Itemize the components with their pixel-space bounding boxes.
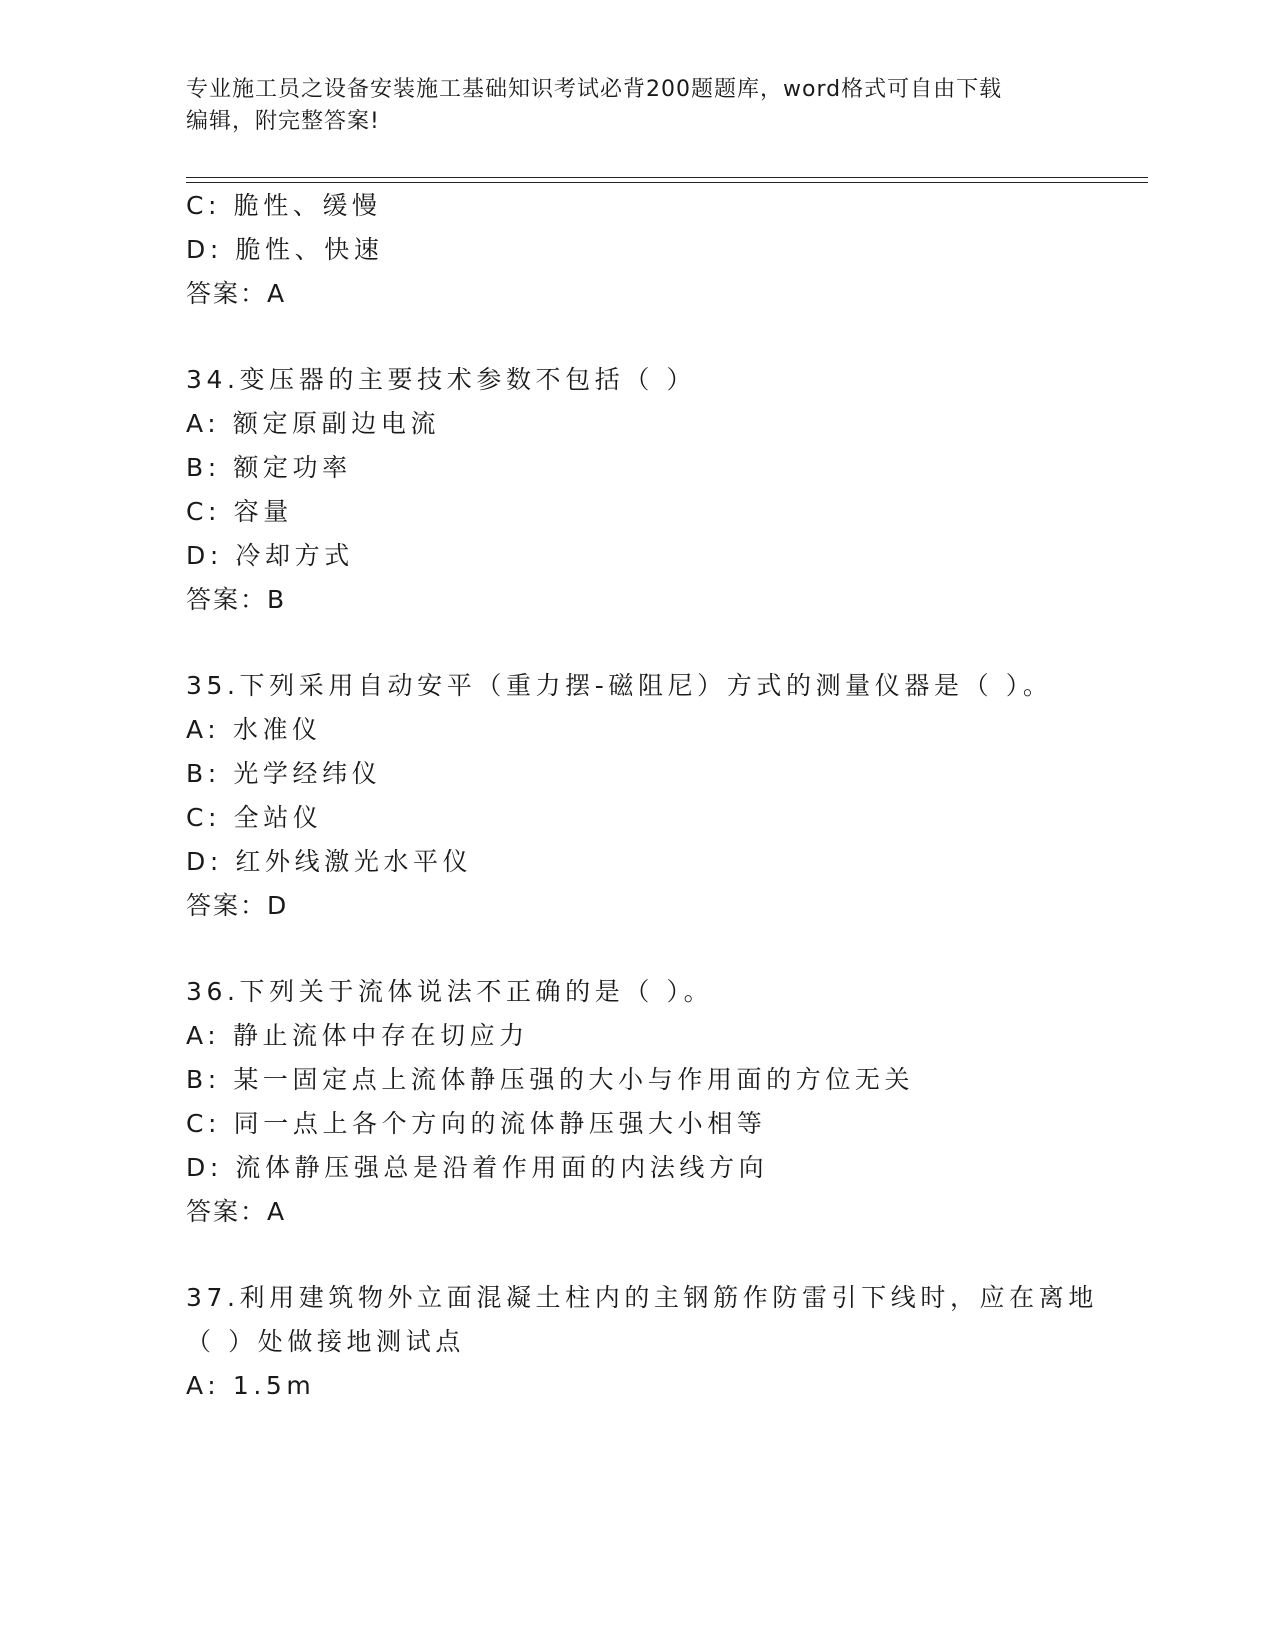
option-text: 额定功率 [233, 453, 352, 482]
option-label: C: [186, 1109, 222, 1138]
option-a [186, 714, 322, 746]
option-label: B: [186, 1065, 221, 1094]
option-c [186, 190, 382, 222]
option-text: 某一固定点上流体静压强的大小与作用面的方位无关 [233, 1065, 915, 1094]
option-label: D: [186, 847, 223, 876]
option-label: C: [186, 803, 222, 832]
document-header [186, 74, 1086, 138]
answer-line: 答案：B [186, 585, 287, 614]
option-text: 流体静压强总是沿着作用面的内法线方向 [235, 1153, 769, 1182]
question-stem: 34.变压器的主要技术参数不包括（ ） [186, 365, 697, 394]
option-label: A: [186, 715, 221, 744]
answer-line: 答案：A [186, 279, 287, 308]
option-label: C: [186, 497, 222, 526]
option-a [186, 1370, 315, 1402]
option-text: 额定原副边电流 [232, 409, 441, 438]
header-line-1: 专业施工员之设备安装施工基础知识考试必背200题题库，word格式可自由下载 [186, 77, 1003, 102]
option-text: 容量 [233, 497, 293, 526]
answer-line: 答案：A [186, 1197, 287, 1226]
option-label: C: [186, 191, 222, 220]
header-divider-top [186, 177, 1148, 178]
option-text: 水准仪 [232, 715, 322, 744]
option-label: A: [186, 409, 221, 438]
question-stem: 36.下列关于流体说法不正确的是（ ）。 [186, 977, 714, 1006]
option-a [186, 1020, 529, 1052]
option-text: 脆性、缓慢 [233, 191, 382, 220]
option-b [186, 452, 352, 484]
option-text: 1.5m [232, 1371, 316, 1400]
option-text: 冷却方式 [235, 541, 354, 570]
header-line-2: 编辑，附完整答案! [186, 109, 380, 134]
option-b [186, 1064, 914, 1096]
option-text: 脆性、快速 [235, 235, 384, 264]
question-stem: 35.下列采用自动安平（重力摆-磁阻尼）方式的测量仪器是（ ）。 [186, 671, 1053, 700]
option-text: 红外线激光水平仪 [235, 847, 473, 876]
option-label: D: [186, 235, 223, 264]
option-d [186, 846, 472, 878]
option-label: D: [186, 541, 223, 570]
answer-line: 答案：D [186, 891, 289, 920]
option-text: 同一点上各个方向的流体静压强大小相等 [233, 1109, 767, 1138]
option-c [186, 496, 293, 528]
option-label: A: [186, 1371, 221, 1400]
option-d [186, 234, 383, 266]
option-c [186, 802, 322, 834]
question-stem: 37.利用建筑物外立面混凝土柱内的主钢筋作防雷引下线时，应在离地 [186, 1283, 1098, 1312]
option-text: 光学经纬仪 [233, 759, 382, 788]
option-d [186, 540, 354, 572]
option-d [186, 1152, 768, 1184]
option-a [186, 408, 440, 440]
option-label: D: [186, 1153, 223, 1182]
option-label: A: [186, 1021, 221, 1050]
option-label: B: [186, 759, 221, 788]
header-divider-bottom [186, 182, 1148, 183]
question-stem-continued: （ ）处做接地测试点 [186, 1327, 465, 1356]
option-c [186, 1108, 766, 1140]
option-text: 静止流体中存在切应力 [232, 1021, 529, 1050]
option-b [186, 758, 381, 790]
option-label: B: [186, 453, 221, 482]
option-text: 全站仪 [233, 803, 323, 832]
